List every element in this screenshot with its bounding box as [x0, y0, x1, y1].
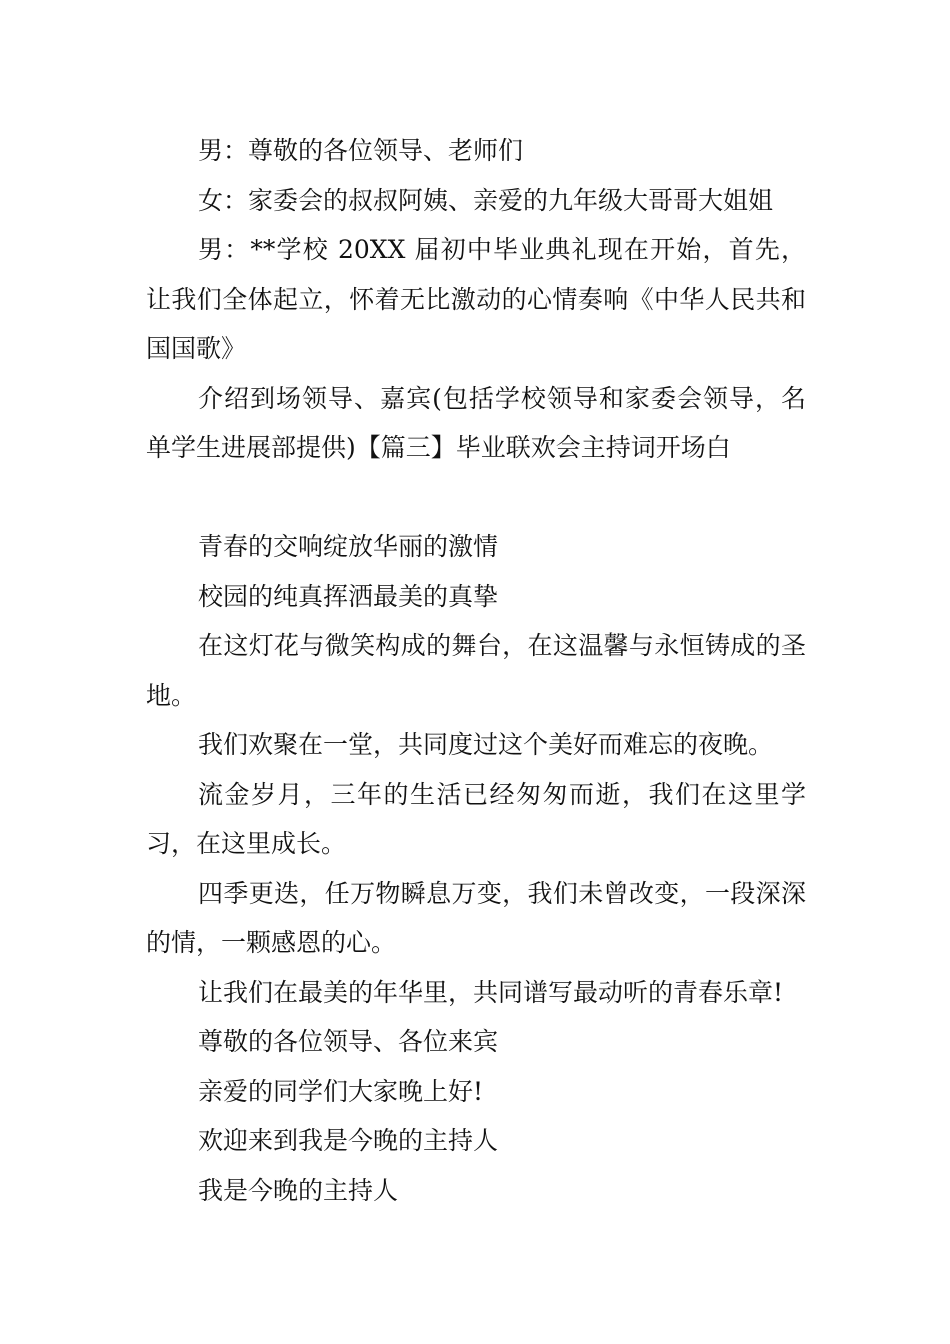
paragraph-guest-introduction: 介绍到场领导、嘉宾(包括学校领导和家委会领导，名单学生进展部提供)【篇三】毕业联欢会主持词开场白 — [146, 383, 806, 462]
paragraph-line: 我是今晚的主持人 — [198, 1175, 399, 1205]
paragraph-line: 我们欢聚在一堂，共同度过这个美好而难忘的夜晚。 — [198, 730, 774, 759]
paragraph-ceremony-opening: 男：**学校 20XX 届初中毕业典礼现在开始，首先，让我们全体起立，怀着无比激动的心情奏响《中华人民共和国国歌》 — [146, 235, 806, 363]
document-body — [146, 126, 806, 1215]
paragraph-line: 亲爱的同学们大家晚上好! — [198, 1076, 484, 1106]
paragraph-line: 四季更迭，任万物瞬息万变，我们未曾改变，一段深深的情，一颗感恩的心。 — [146, 878, 806, 957]
paragraph-line: 欢迎来到我是今晚的主持人 — [198, 1126, 499, 1155]
paragraph-line: 校园的纯真挥洒最美的真挚 — [198, 581, 499, 611]
paragraph-line: 青春的交响绽放华丽的激情 — [198, 532, 499, 561]
paragraph-line: 流金岁月，三年的生活已经匆匆而逝，我们在这里学习，在这里成长。 — [146, 779, 806, 858]
paragraph-line: 让我们在最美的年华里，共同谱写最动听的青春乐章! — [198, 977, 784, 1007]
paragraph-line: 尊敬的各位领导、各位来宾 — [198, 1027, 499, 1056]
paragraph-line: 在这灯花与微笑构成的舞台，在这温馨与永恒铸成的圣地。 — [146, 631, 806, 710]
paragraph-male-greeting: 男：尊敬的各位领导、老师们 — [198, 136, 524, 165]
paragraph-spacer — [146, 473, 806, 523]
paragraph-female-greeting: 女：家委会的叔叔阿姨、亲爱的九年级大哥哥大姐姐 — [198, 185, 774, 215]
